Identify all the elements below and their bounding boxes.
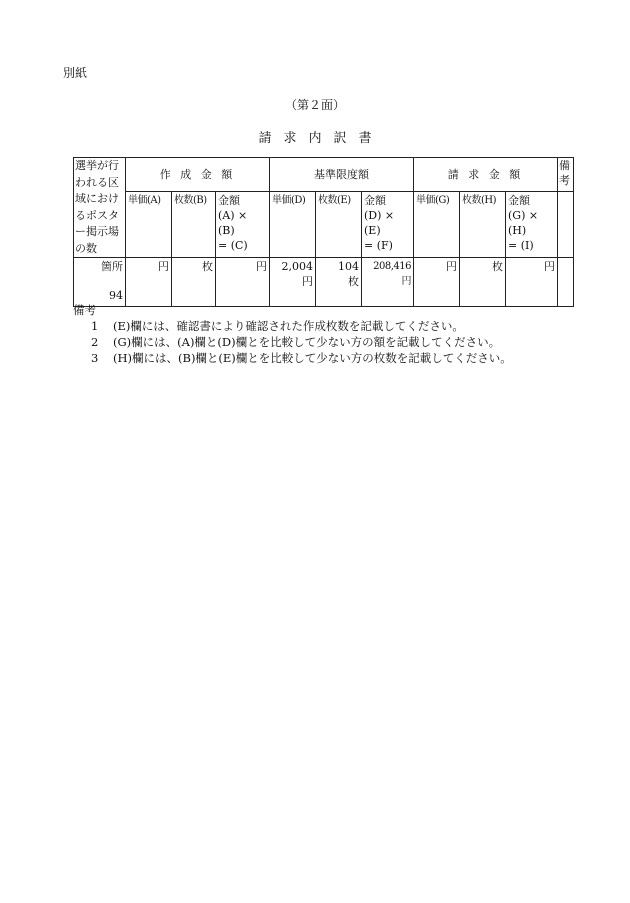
- amount-f-header: [362, 192, 414, 258]
- count-h-cell: 枚: [460, 258, 506, 307]
- table-row: [74, 258, 574, 307]
- note-number: 2: [91, 335, 99, 349]
- amount-i-cell: 円: [506, 258, 558, 307]
- header-line: (D) × (E): [364, 209, 395, 238]
- amount-c-header: [216, 192, 270, 258]
- creation-amount-header: 作 成 金 額: [126, 158, 270, 192]
- document-title: [0, 127, 630, 146]
- note-item: [73, 350, 512, 366]
- page-label: 別紙: [63, 66, 88, 80]
- header-line: = (I): [508, 239, 534, 253]
- header-line: 考: [559, 174, 571, 187]
- unit-price-g-header: 単価(G): [414, 192, 460, 258]
- unit-text: 箇所: [101, 260, 123, 273]
- claim-amount-header: 請 求 金 額: [414, 158, 558, 192]
- unit-price-d-header: 単価(D): [270, 192, 316, 258]
- unit-price-g-cell: 円: [414, 258, 460, 307]
- amount-i-header: [506, 192, 558, 258]
- header-line: 金額: [508, 194, 531, 208]
- remarks-header: [558, 158, 574, 192]
- unit-price-d-cell: [270, 258, 316, 307]
- note-item: [73, 318, 512, 334]
- note-item: [73, 334, 512, 350]
- poster-board-count-cell: [74, 258, 126, 307]
- header-line: ー掲示場: [75, 225, 119, 238]
- value-text: 104: [338, 260, 360, 273]
- standard-limit-header: 基準限度額: [270, 158, 414, 192]
- amount-c-cell: 円: [216, 258, 270, 307]
- note-number: 1: [91, 319, 99, 333]
- unit-price-a-cell: 円: [126, 258, 172, 307]
- title-char: 訳: [333, 131, 347, 146]
- header-line: 備: [559, 159, 571, 172]
- header-line: 域におけ: [75, 192, 119, 205]
- unit-text: 円: [302, 275, 314, 288]
- poster-board-count-header: [74, 158, 126, 258]
- remarks-cell: [558, 258, 574, 307]
- value-text: 2,004: [281, 260, 314, 273]
- note-number: 3: [91, 351, 99, 365]
- title-char: 請: [258, 131, 272, 146]
- notes-section: [73, 302, 512, 366]
- notes-heading: 備考: [73, 303, 96, 317]
- header-line: 金額: [218, 194, 240, 208]
- header-line: 金額: [364, 194, 387, 208]
- amount-f-cell: [362, 258, 414, 307]
- count-e-cell: [316, 258, 362, 307]
- title-char: 内: [308, 131, 322, 146]
- header-line: の数: [75, 241, 97, 255]
- header-line: われる区: [75, 175, 119, 189]
- header-line: = (F): [364, 239, 393, 253]
- note-text: (G)欄には、(A)欄と(D)欄とを比較して少ない方の額を記載してください。: [113, 335, 501, 349]
- remarks-subheader: [558, 192, 574, 258]
- unit-text: 円: [401, 276, 412, 287]
- value-text: 208,416: [373, 261, 412, 272]
- note-text: (E)欄には、確認書により確認された作成枚数を記載してください。: [113, 319, 464, 333]
- page-number: （第２面）: [284, 98, 345, 112]
- claim-breakdown-table: [73, 157, 574, 307]
- count-b-header: 枚数(B): [172, 192, 216, 258]
- header-line: るポスタ: [75, 208, 119, 222]
- unit-price-a-header: 単価(A): [126, 192, 172, 258]
- count-b-cell: 枚: [172, 258, 216, 307]
- title-char: 求: [283, 131, 297, 146]
- note-text: (H)欄には、(B)欄と(E)欄とを比較して少ない方の枚数を記載してください。: [113, 351, 512, 365]
- count-h-header: 枚数(H): [460, 192, 506, 258]
- header-line: 選挙が行: [75, 159, 119, 172]
- unit-text: 枚: [348, 275, 360, 288]
- title-char: 書: [358, 131, 372, 146]
- value-text: 94: [109, 289, 123, 302]
- header-line: (A) × (B): [218, 209, 248, 238]
- header-line: = (C): [218, 239, 248, 253]
- header-line: (G) × (H): [508, 209, 539, 238]
- count-e-header: 枚数(E): [316, 192, 362, 258]
